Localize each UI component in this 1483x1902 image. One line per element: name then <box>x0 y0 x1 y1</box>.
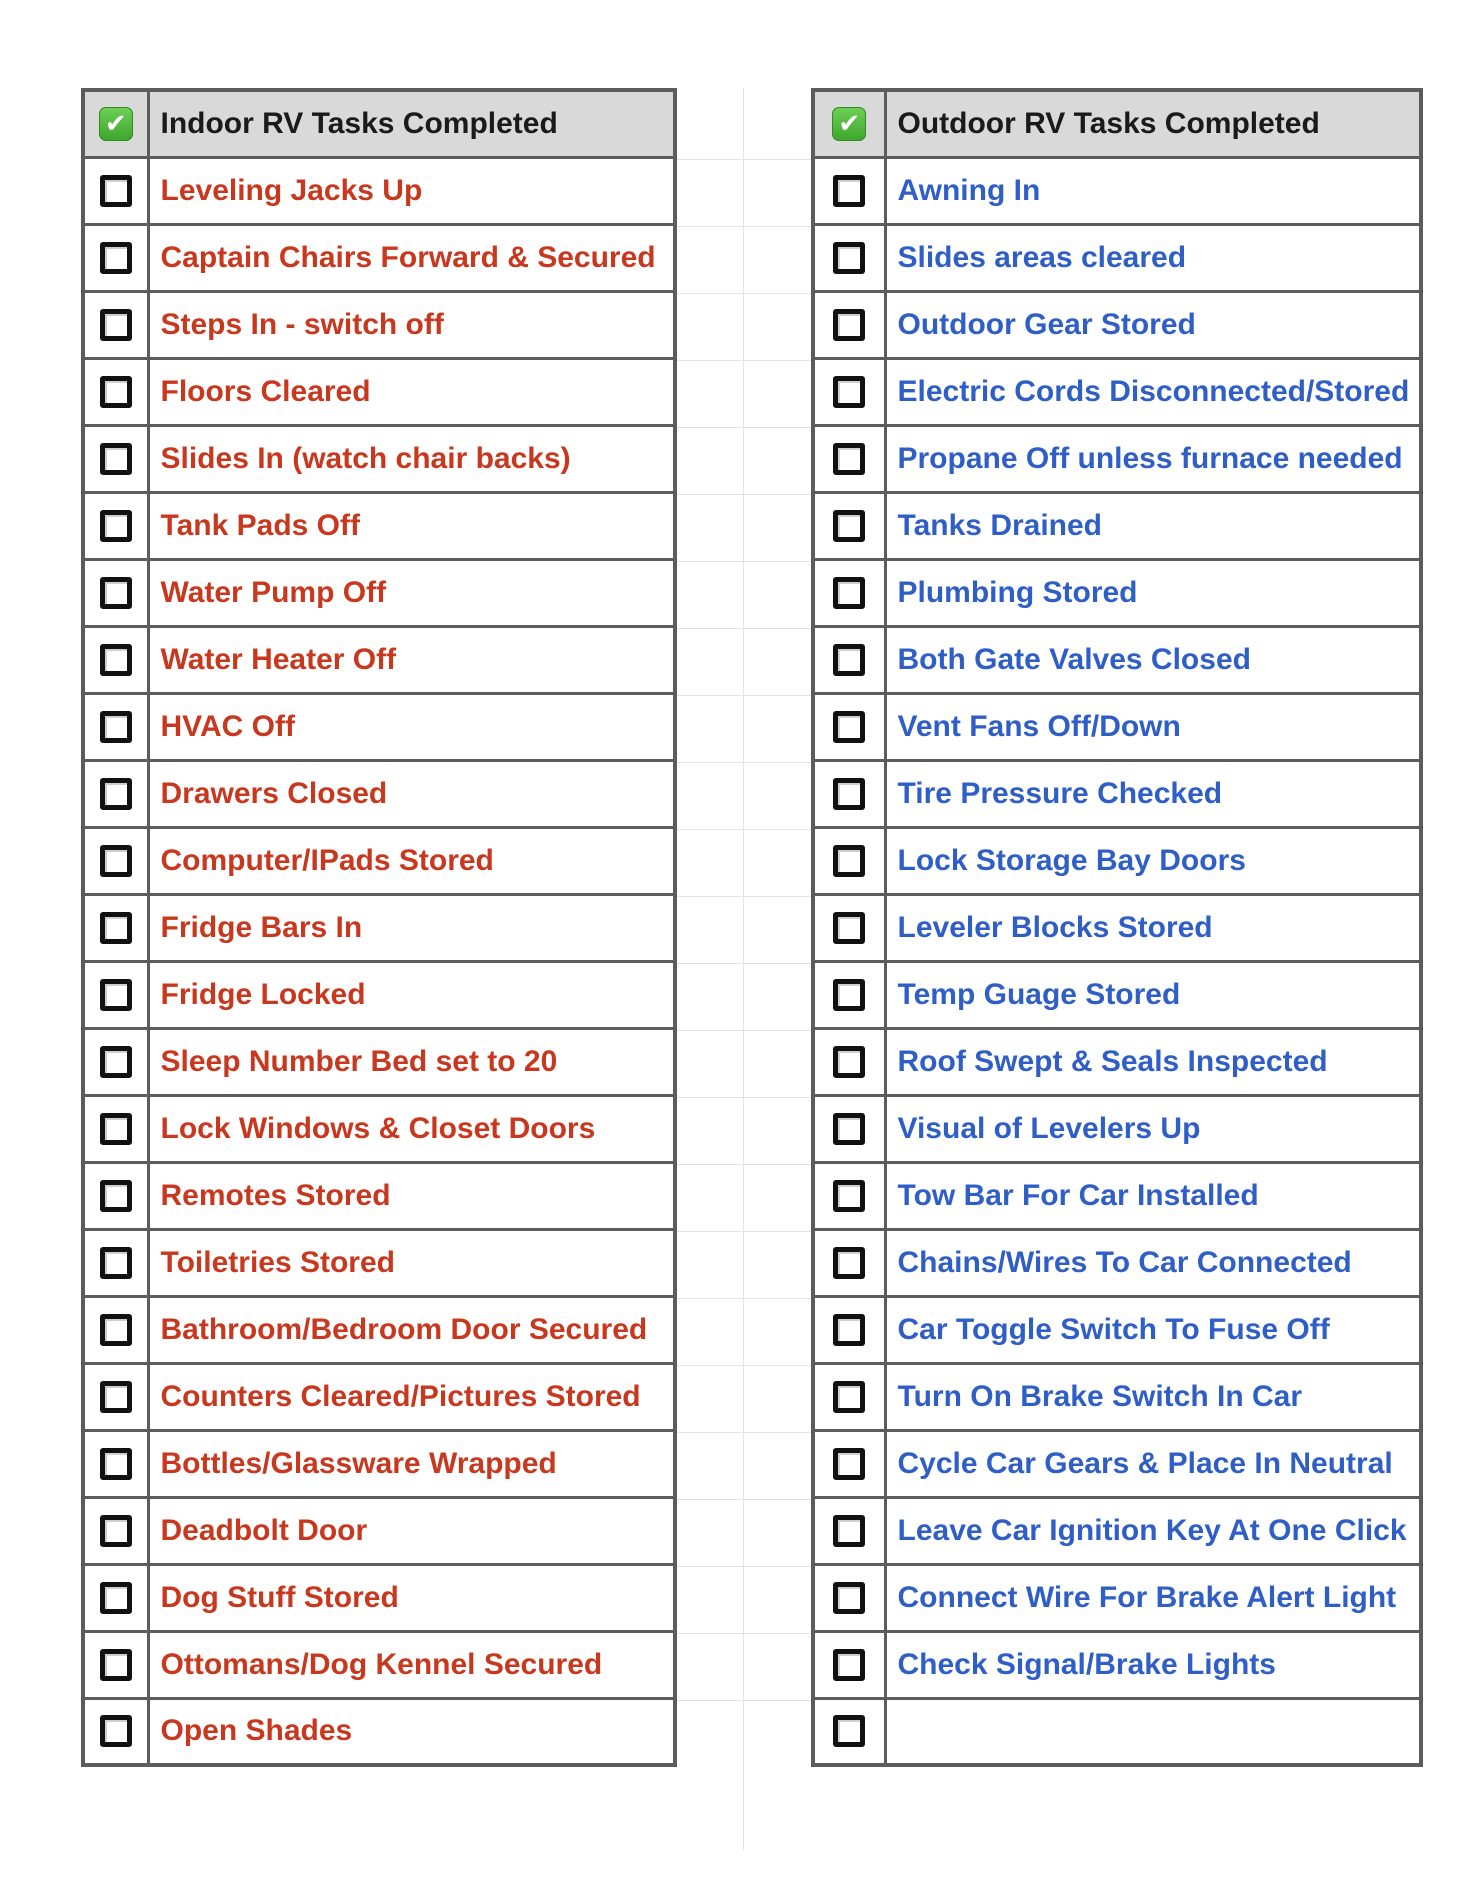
indoor-task-row <box>83 827 675 894</box>
indoor-checkbox-cell <box>83 425 148 492</box>
indoor-task-row <box>83 1698 675 1765</box>
empty-checkbox-icon[interactable] <box>100 1046 132 1078</box>
outdoor-header-row <box>813 90 1421 157</box>
indoor-task-label: Tank Pads Off <box>148 492 675 559</box>
empty-checkbox-icon[interactable] <box>100 711 132 743</box>
empty-checkbox-icon[interactable] <box>833 1515 865 1547</box>
indoor-task-label: Steps In - switch off <box>148 291 675 358</box>
indoor-task-row <box>83 492 675 559</box>
gridline <box>675 561 812 562</box>
indoor-task-label: Drawers Closed <box>148 760 675 827</box>
outdoor-checklist-table <box>811 88 1423 1767</box>
outdoor-task-row <box>813 1363 1421 1430</box>
empty-checkbox-icon[interactable] <box>833 979 865 1011</box>
empty-checkbox-icon[interactable] <box>833 309 865 341</box>
empty-checkbox-icon[interactable] <box>100 979 132 1011</box>
indoor-task-label: Computer/IPads Stored <box>148 827 675 894</box>
empty-checkbox-icon[interactable] <box>100 309 132 341</box>
indoor-task-row <box>83 760 675 827</box>
indoor-task-label: Fridge Locked <box>148 961 675 1028</box>
indoor-checklist-table <box>81 88 677 1767</box>
indoor-task-label: Floors Cleared <box>148 358 675 425</box>
indoor-task-label: Captain Chairs Forward & Secured <box>148 224 675 291</box>
indoor-task-label: Bottles/Glassware Wrapped <box>148 1430 675 1497</box>
indoor-checkbox-cell <box>83 1631 148 1698</box>
outdoor-checkbox-cell <box>813 1631 885 1698</box>
indoor-task-row <box>83 1095 675 1162</box>
indoor-task-row <box>83 1497 675 1564</box>
outdoor-task-row <box>813 291 1421 358</box>
indoor-checkbox-cell <box>83 1095 148 1162</box>
gridline <box>675 1566 812 1567</box>
indoor-checkbox-cell <box>83 961 148 1028</box>
outdoor-checkbox-cell <box>813 157 885 224</box>
empty-checkbox-icon[interactable] <box>833 1113 865 1145</box>
outdoor-checkbox-cell <box>813 961 885 1028</box>
empty-checkbox-icon[interactable] <box>833 912 865 944</box>
outdoor-task-row <box>813 1229 1421 1296</box>
indoor-task-row <box>83 1430 675 1497</box>
empty-checkbox-icon[interactable] <box>100 1247 132 1279</box>
indoor-checkbox-cell <box>83 760 148 827</box>
indoor-task-label: Bathroom/Bedroom Door Secured <box>148 1296 675 1363</box>
empty-checkbox-icon[interactable] <box>100 845 132 877</box>
gridline <box>675 963 812 964</box>
outdoor-checkbox-cell <box>813 1363 885 1430</box>
spreadsheet-gridlines <box>675 88 812 1850</box>
indoor-task-label: Remotes Stored <box>148 1162 675 1229</box>
outdoor-checkbox-cell <box>813 1564 885 1631</box>
outdoor-task-row <box>813 1698 1421 1765</box>
outdoor-checkbox-cell <box>813 1430 885 1497</box>
green-check-icon: ✔ <box>99 107 133 141</box>
indoor-task-label: Ottomans/Dog Kennel Secured <box>148 1631 675 1698</box>
outdoor-checkbox-cell <box>813 425 885 492</box>
empty-checkbox-icon[interactable] <box>100 1314 132 1346</box>
outdoor-task-label: Tire Pressure Checked <box>885 760 1421 827</box>
indoor-task-row <box>83 1028 675 1095</box>
empty-checkbox-icon[interactable] <box>833 1247 865 1279</box>
indoor-task-row <box>83 425 675 492</box>
outdoor-task-row <box>813 693 1421 760</box>
empty-checkbox-icon[interactable] <box>100 1113 132 1145</box>
indoor-checkbox-cell <box>83 492 148 559</box>
empty-checkbox-icon[interactable] <box>833 443 865 475</box>
indoor-checkbox-cell <box>83 1162 148 1229</box>
gridline <box>675 829 812 830</box>
gridline <box>675 1633 812 1634</box>
outdoor-checkbox-cell <box>813 827 885 894</box>
gridline <box>675 762 812 763</box>
gridline <box>675 695 812 696</box>
gridline <box>675 896 812 897</box>
gridline <box>675 360 812 361</box>
indoor-task-label: Slides In (watch chair backs) <box>148 425 675 492</box>
gridline <box>675 1231 812 1232</box>
outdoor-checkbox-cell <box>813 358 885 425</box>
outdoor-task-row <box>813 1095 1421 1162</box>
indoor-task-row <box>83 224 675 291</box>
indoor-checkbox-cell <box>83 1497 148 1564</box>
indoor-checkbox-cell <box>83 1363 148 1430</box>
indoor-checkbox-cell <box>83 1698 148 1765</box>
indoor-checkbox-cell <box>83 827 148 894</box>
indoor-checkbox-cell <box>83 1430 148 1497</box>
outdoor-task-row <box>813 1028 1421 1095</box>
empty-checkbox-icon[interactable] <box>100 1649 132 1681</box>
outdoor-task-row <box>813 559 1421 626</box>
empty-checkbox-icon[interactable] <box>100 912 132 944</box>
outdoor-task-label: Propane Off unless furnace needed <box>885 425 1421 492</box>
gridline <box>675 293 812 294</box>
green-check-icon: ✔ <box>832 107 866 141</box>
outdoor-task-label: Connect Wire For Brake Alert Light <box>885 1564 1421 1631</box>
empty-checkbox-icon[interactable] <box>833 1715 865 1747</box>
empty-checkbox-icon[interactable] <box>833 644 865 676</box>
indoor-checkbox-cell <box>83 224 148 291</box>
indoor-task-row <box>83 693 675 760</box>
indoor-task-row <box>83 1631 675 1698</box>
gridline <box>675 1365 812 1366</box>
gridline <box>675 1097 812 1098</box>
outdoor-task-label: Both Gate Valves Closed <box>885 626 1421 693</box>
outdoor-task-row <box>813 1497 1421 1564</box>
empty-checkbox-icon[interactable] <box>833 1180 865 1212</box>
gridline <box>675 1700 812 1701</box>
outdoor-task-label: Leave Car Ignition Key At One Click <box>885 1497 1421 1564</box>
gridline <box>675 427 812 428</box>
outdoor-task-row <box>813 425 1421 492</box>
gridline <box>675 1432 812 1433</box>
outdoor-checkbox-cell <box>813 1296 885 1363</box>
empty-checkbox-icon[interactable] <box>100 242 132 274</box>
gridline <box>675 159 812 160</box>
indoor-task-label: Leveling Jacks Up <box>148 157 675 224</box>
gridline <box>675 628 812 629</box>
indoor-checkbox-cell <box>83 894 148 961</box>
outdoor-task-label: Chains/Wires To Car Connected <box>885 1229 1421 1296</box>
empty-checkbox-icon[interactable] <box>833 1046 865 1078</box>
indoor-task-label: Open Shades <box>148 1698 675 1765</box>
indoor-checkbox-cell <box>83 1229 148 1296</box>
empty-checkbox-icon[interactable] <box>100 1715 132 1747</box>
indoor-checkbox-cell <box>83 1564 148 1631</box>
indoor-task-row <box>83 1564 675 1631</box>
indoor-checkbox-cell <box>83 358 148 425</box>
indoor-task-row <box>83 358 675 425</box>
empty-checkbox-icon[interactable] <box>100 1381 132 1413</box>
outdoor-checkbox-cell <box>813 492 885 559</box>
outdoor-task-label: Tanks Drained <box>885 492 1421 559</box>
outdoor-task-label: Car Toggle Switch To Fuse Off <box>885 1296 1421 1363</box>
indoor-task-label: Fridge Bars In <box>148 894 675 961</box>
outdoor-task-label <box>885 1698 1421 1765</box>
empty-checkbox-icon[interactable] <box>100 577 132 609</box>
outdoor-checkbox-cell <box>813 224 885 291</box>
outdoor-task-label: Visual of Levelers Up <box>885 1095 1421 1162</box>
outdoor-task-row <box>813 626 1421 693</box>
indoor-task-row <box>83 626 675 693</box>
indoor-checkbox-cell <box>83 559 148 626</box>
indoor-header-check-cell <box>83 90 148 157</box>
indoor-task-row <box>83 961 675 1028</box>
empty-checkbox-icon[interactable] <box>833 1314 865 1346</box>
outdoor-task-label: Awning In <box>885 157 1421 224</box>
indoor-checkbox-cell <box>83 693 148 760</box>
outdoor-task-row <box>813 961 1421 1028</box>
outdoor-task-label: Vent Fans Off/Down <box>885 693 1421 760</box>
indoor-header-title: Indoor RV Tasks Completed <box>148 90 675 157</box>
indoor-task-label: Deadbolt Door <box>148 1497 675 1564</box>
empty-checkbox-icon[interactable] <box>833 845 865 877</box>
indoor-task-label: Dog Stuff Stored <box>148 1564 675 1631</box>
empty-checkbox-icon[interactable] <box>100 175 132 207</box>
gridline <box>675 1499 812 1500</box>
outdoor-task-row <box>813 827 1421 894</box>
indoor-task-row <box>83 894 675 961</box>
gridline <box>675 226 812 227</box>
gridline <box>743 88 744 1850</box>
outdoor-checkbox-cell <box>813 1162 885 1229</box>
outdoor-task-label: Slides areas cleared <box>885 224 1421 291</box>
indoor-task-label: Toiletries Stored <box>148 1229 675 1296</box>
empty-checkbox-icon[interactable] <box>833 1381 865 1413</box>
outdoor-task-label: Electric Cords Disconnected/Stored <box>885 358 1421 425</box>
outdoor-task-label: Roof Swept & Seals Inspected <box>885 1028 1421 1095</box>
indoor-task-row <box>83 559 675 626</box>
outdoor-task-row <box>813 157 1421 224</box>
outdoor-task-label: Leveler Blocks Stored <box>885 894 1421 961</box>
empty-checkbox-icon[interactable] <box>833 577 865 609</box>
indoor-task-label: Lock Windows & Closet Doors <box>148 1095 675 1162</box>
outdoor-task-label: Cycle Car Gears & Place In Neutral <box>885 1430 1421 1497</box>
empty-checkbox-icon[interactable] <box>100 443 132 475</box>
gridline <box>675 494 812 495</box>
indoor-task-label: Water Pump Off <box>148 559 675 626</box>
outdoor-task-row <box>813 1430 1421 1497</box>
outdoor-task-label: Temp Guage Stored <box>885 961 1421 1028</box>
empty-checkbox-icon[interactable] <box>833 175 865 207</box>
indoor-header-row <box>83 90 675 157</box>
outdoor-checkbox-cell <box>813 894 885 961</box>
outdoor-checkbox-cell <box>813 1095 885 1162</box>
indoor-checkbox-cell <box>83 1028 148 1095</box>
outdoor-task-row <box>813 224 1421 291</box>
empty-checkbox-icon[interactable] <box>833 1649 865 1681</box>
outdoor-checkbox-cell <box>813 626 885 693</box>
outdoor-task-row <box>813 1162 1421 1229</box>
outdoor-checkbox-cell <box>813 1028 885 1095</box>
outdoor-checkbox-cell <box>813 1698 885 1765</box>
outdoor-task-label: Outdoor Gear Stored <box>885 291 1421 358</box>
empty-checkbox-icon[interactable] <box>100 376 132 408</box>
empty-checkbox-icon[interactable] <box>833 242 865 274</box>
empty-checkbox-icon[interactable] <box>100 1582 132 1614</box>
empty-checkbox-icon[interactable] <box>833 376 865 408</box>
outdoor-task-row <box>813 1296 1421 1363</box>
indoor-checkbox-cell <box>83 626 148 693</box>
outdoor-checkbox-cell <box>813 559 885 626</box>
indoor-task-row <box>83 291 675 358</box>
outdoor-task-row <box>813 760 1421 827</box>
empty-checkbox-icon[interactable] <box>833 1448 865 1480</box>
indoor-task-row <box>83 1229 675 1296</box>
indoor-task-label: Sleep Number Bed set to 20 <box>148 1028 675 1095</box>
outdoor-task-row <box>813 1564 1421 1631</box>
indoor-task-row <box>83 157 675 224</box>
outdoor-task-label: Tow Bar For Car Installed <box>885 1162 1421 1229</box>
outdoor-checkbox-cell <box>813 693 885 760</box>
indoor-task-row <box>83 1363 675 1430</box>
gridline <box>675 1030 812 1031</box>
outdoor-checkbox-cell <box>813 291 885 358</box>
outdoor-checkbox-cell <box>813 1497 885 1564</box>
outdoor-task-row <box>813 492 1421 559</box>
indoor-task-row <box>83 1296 675 1363</box>
gridline <box>675 1298 812 1299</box>
empty-checkbox-icon[interactable] <box>100 1515 132 1547</box>
empty-checkbox-icon[interactable] <box>100 1180 132 1212</box>
empty-checkbox-icon[interactable] <box>100 778 132 810</box>
indoor-task-row <box>83 1162 675 1229</box>
indoor-task-label: Water Heater Off <box>148 626 675 693</box>
outdoor-task-row <box>813 894 1421 961</box>
indoor-task-label: Counters Cleared/Pictures Stored <box>148 1363 675 1430</box>
empty-checkbox-icon[interactable] <box>833 510 865 542</box>
outdoor-header-title: Outdoor RV Tasks Completed <box>885 90 1421 157</box>
outdoor-header-check-cell <box>813 90 885 157</box>
outdoor-checkbox-cell <box>813 1229 885 1296</box>
outdoor-checkbox-cell <box>813 760 885 827</box>
outdoor-task-row <box>813 1631 1421 1698</box>
outdoor-task-label: Plumbing Stored <box>885 559 1421 626</box>
gridline <box>675 1164 812 1165</box>
empty-checkbox-icon[interactable] <box>833 711 865 743</box>
outdoor-task-label: Lock Storage Bay Doors <box>885 827 1421 894</box>
empty-checkbox-icon[interactable] <box>100 644 132 676</box>
empty-checkbox-icon[interactable] <box>100 510 132 542</box>
indoor-checkbox-cell <box>83 157 148 224</box>
outdoor-task-label: Turn On Brake Switch In Car <box>885 1363 1421 1430</box>
empty-checkbox-icon[interactable] <box>833 778 865 810</box>
indoor-checkbox-cell <box>83 291 148 358</box>
indoor-checkbox-cell <box>83 1296 148 1363</box>
outdoor-task-label: Check Signal/Brake Lights <box>885 1631 1421 1698</box>
outdoor-task-row <box>813 358 1421 425</box>
indoor-task-label: HVAC Off <box>148 693 675 760</box>
empty-checkbox-icon[interactable] <box>833 1582 865 1614</box>
empty-checkbox-icon[interactable] <box>100 1448 132 1480</box>
